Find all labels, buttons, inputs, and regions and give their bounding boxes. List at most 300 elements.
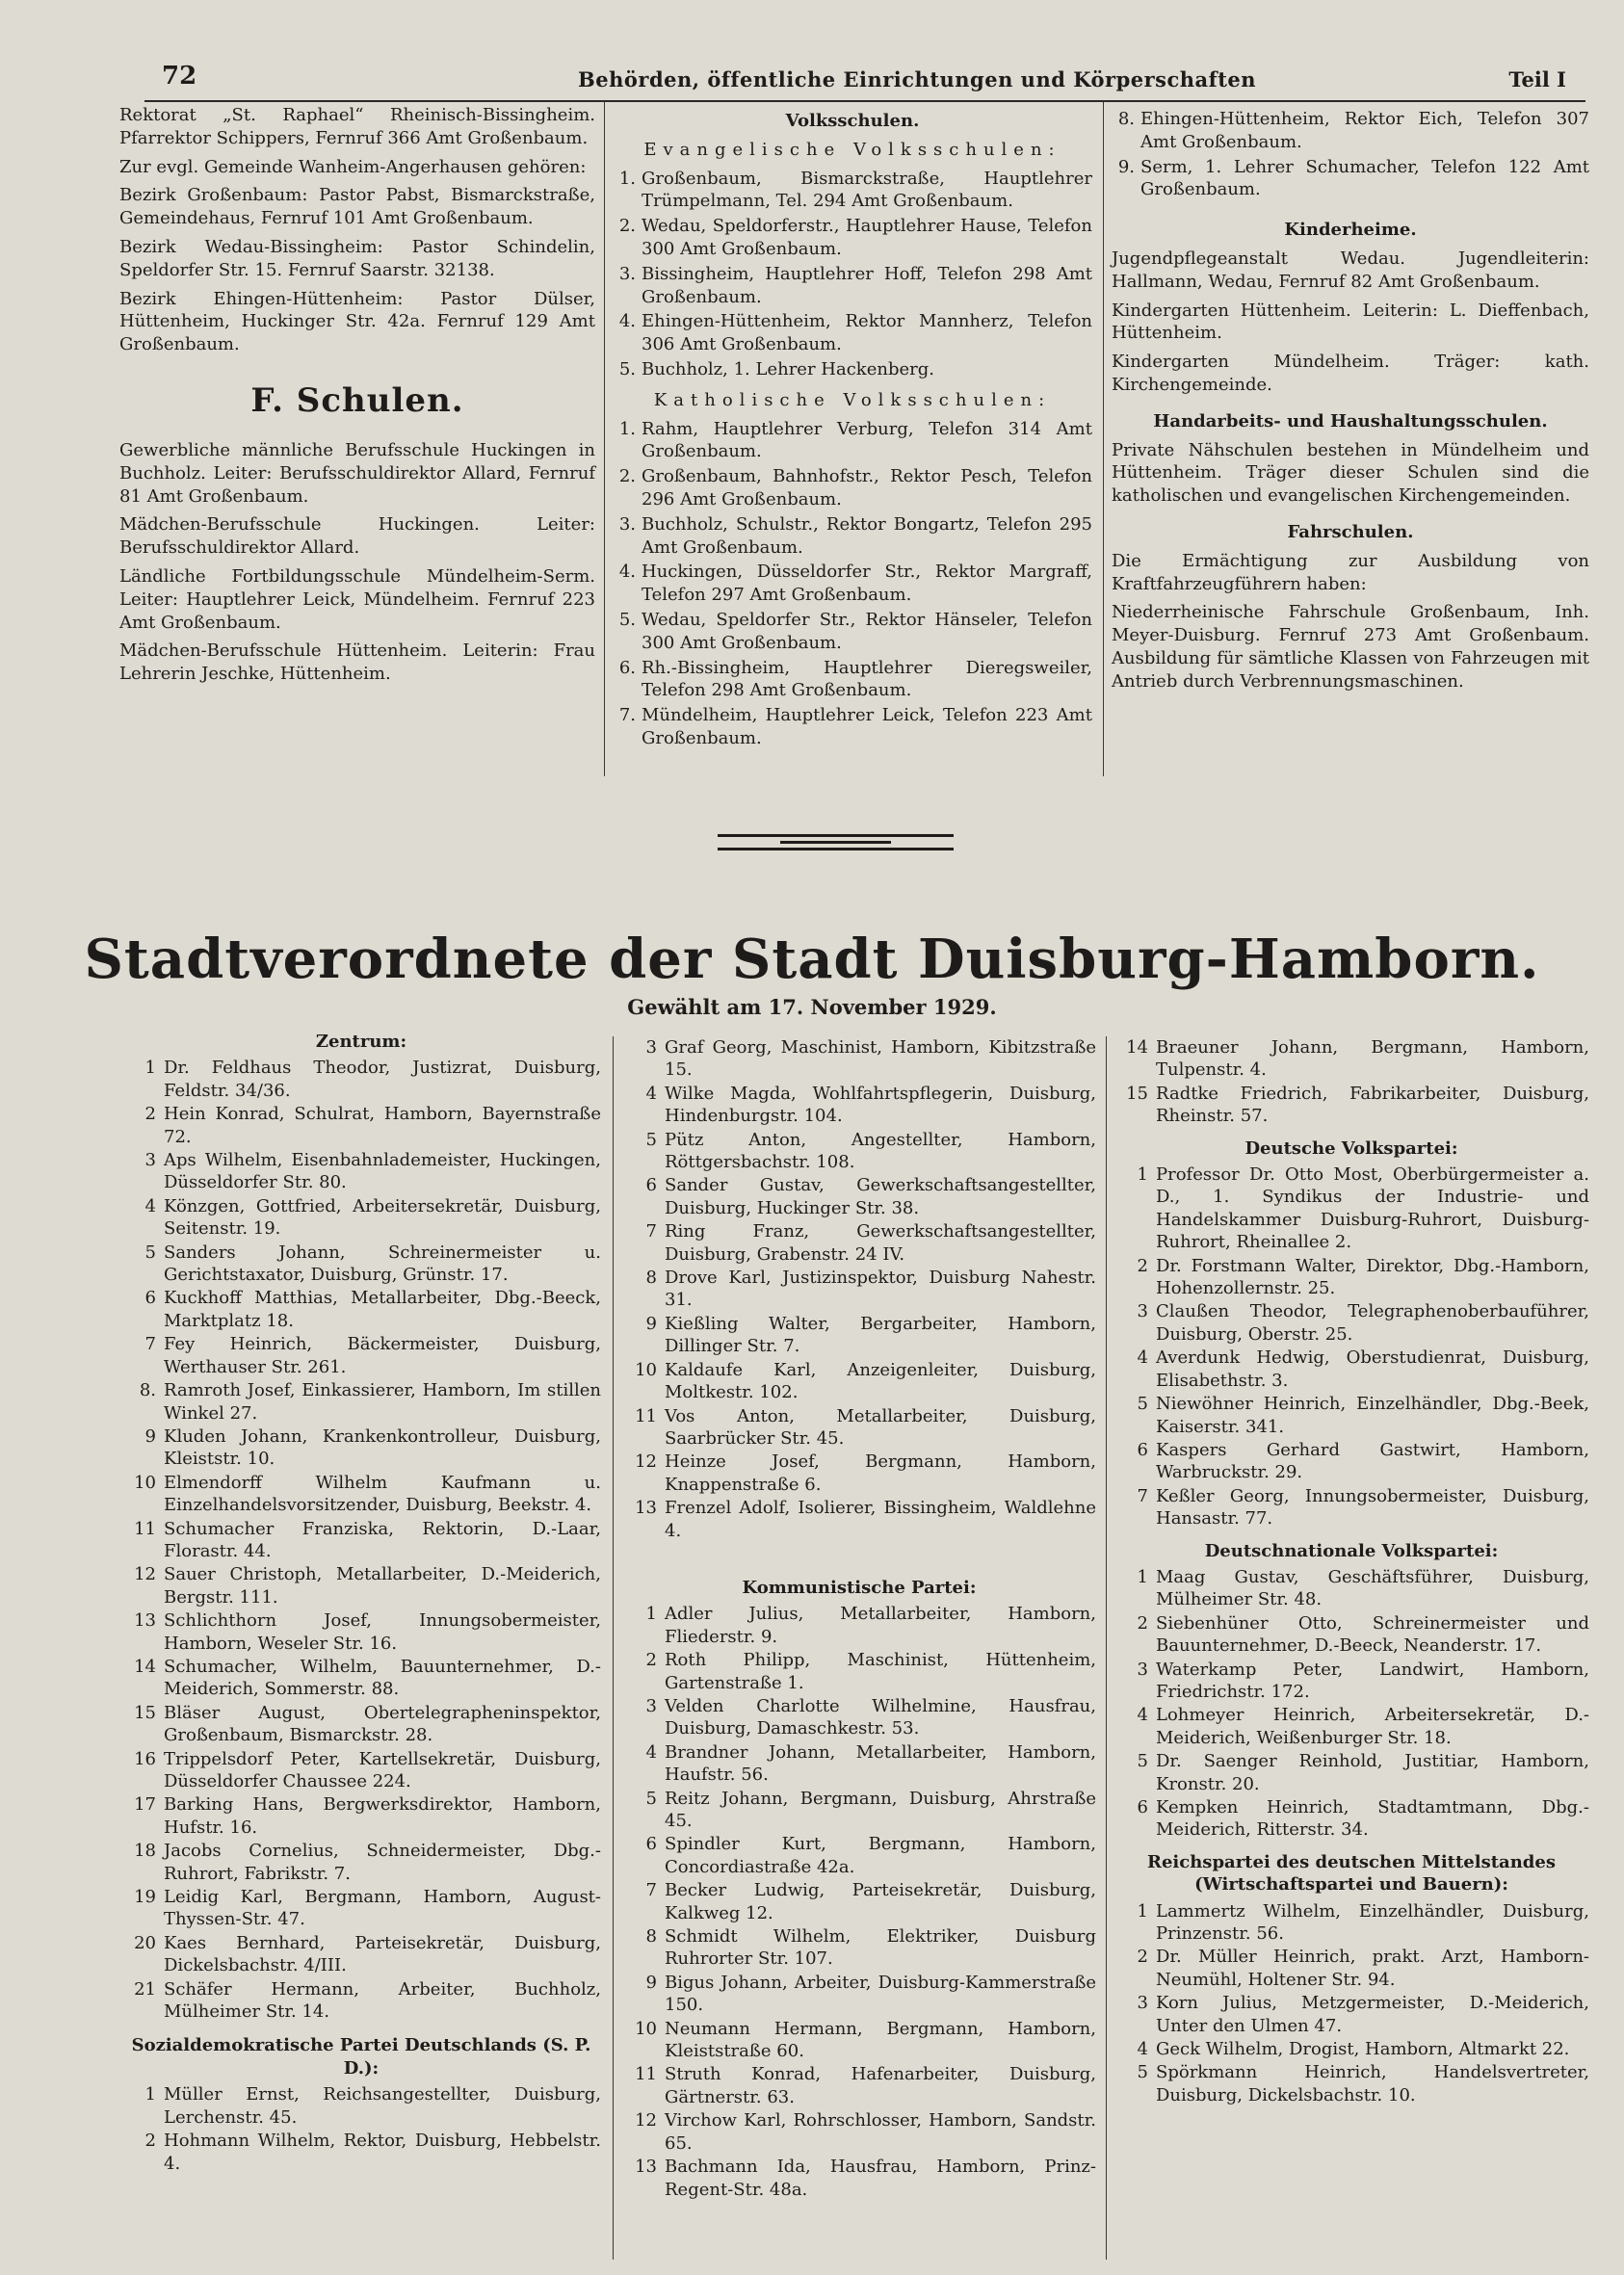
item-number: 3 — [144, 1150, 156, 1171]
item-number: 2 — [144, 2131, 156, 2152]
list-item — [121, 1149, 601, 1194]
item-text: Trippelsdorf Peter, Kartellsekretär, Duisburg, Düsseldorfer Chaussee 224. — [164, 1748, 601, 1791]
wirtschaftspartei-list — [1113, 1900, 1589, 2107]
item-number: 5 — [645, 1788, 657, 1809]
item-text: Jacobs Cornelius, Schneidermeister, Dbg.-Ruhrort, Fabrikstr. 7. — [164, 1841, 601, 1884]
column-rule — [1106, 1036, 1107, 2260]
item-text: Becker Ludwig, Parteisekretär, Duisburg, Kalkweg 12. — [665, 1880, 1096, 1923]
list-item — [622, 1649, 1096, 1694]
item-number: 7 — [1137, 1485, 1148, 1506]
list-item — [622, 1695, 1096, 1740]
item-text: Serm, 1. Lehrer Schumacher, Telefon 122 Amt Großenbaum. — [1140, 156, 1589, 200]
item-text: Sauer Christoph, Metallarbeiter, D.-Meiderich, Bergstr. 111. — [164, 1564, 601, 1608]
item-text: Lohmeyer Heinrich, Arbeitersekretär, D.-Meiderich, Weißenburger Str. 18. — [1156, 1705, 1589, 1748]
kpd-heading: Kommunistische Partei: — [742, 1577, 977, 1598]
evangelische-list — [613, 168, 1092, 381]
item-text: Großenbaum, Bismarckstraße, Hauptlehrer Trümpelmann, Tel. 294 Amt Großenbaum. — [642, 168, 1092, 212]
list-item — [613, 561, 1092, 607]
council-column-3 — [1113, 1036, 1589, 2114]
item-text: Drove Karl, Justizinspektor, Duisburg Nahestr. 31. — [665, 1268, 1096, 1311]
list-item — [622, 1129, 1096, 1174]
item-number: 13 — [635, 2157, 657, 2178]
item-number: 2 — [1137, 1947, 1148, 1968]
list-item — [613, 513, 1092, 560]
item-text: Rahm, Hauptlehrer Verburg, Telefon 314 Amt Großenbaum. — [642, 418, 1092, 462]
spd-list-part-3 — [1113, 1036, 1589, 1128]
item-text: Waterkamp Peter, Landwirt, Hamborn, Friedrichstr. 172. — [1156, 1659, 1589, 1702]
item-text: Reitz Johann, Bergmann, Duisburg, Ahrstraße 45. — [665, 1788, 1096, 1831]
item-text: Großenbaum, Bahnhofstr., Rektor Pesch, Telefon 296 Amt Großenbaum. — [642, 466, 1092, 510]
item-text: Bissingheim, Hauptlehrer Hoff, Telefon 298 Amt Großenbaum. — [642, 263, 1092, 307]
item-number: 5 — [1137, 1394, 1148, 1415]
list-item — [1113, 1659, 1589, 1704]
item-text: Roth Philipp, Maschinist, Hüttenheim, Gartenstraße 1. — [665, 1650, 1096, 1693]
item-text: Mündelheim, Hauptlehrer Leick, Telefon 223 Amt Großenbaum. — [642, 705, 1092, 748]
list-item — [613, 310, 1092, 356]
paragraph: Mädchen-Berufsschule Hüttenheim. Leiterin: Frau Lehrerin Jeschke, Hüttenheim. — [119, 641, 595, 685]
handarbeit-heading: Handarbeits- und Haushaltungsschulen. — [1153, 410, 1548, 431]
item-text: Niewöhner Heinrich, Einzelhändler, Dbg.-Beek, Kaiserstr. 341. — [1156, 1394, 1589, 1437]
item-text: Ehingen-Hüttenheim, Rektor Mannherz, Telefon 306 Amt Großenbaum. — [642, 311, 1092, 355]
item-text: Pütz Anton, Angestellter, Hamborn, Röttgersbachstr. 108. — [665, 1129, 1096, 1173]
item-text: Kuckhoff Matthias, Metallarbeiter, Dbg.-Beeck, Marktplatz 18. — [164, 1288, 601, 1331]
separator-rule — [718, 848, 954, 850]
column-rule — [1103, 102, 1104, 776]
item-number: 6. — [618, 657, 636, 678]
item-text: Siebenhüner Otto, Schreinermeister und Bauunternehmer, D.-Beeck, Neanderstr. 17. — [1156, 1612, 1589, 1657]
item-text: Schäfer Hermann, Arbeiter, Buchholz, Mülheimer Str. 14. — [164, 1978, 601, 2023]
item-number: 1 — [144, 1058, 156, 1079]
list-item — [622, 2018, 1096, 2063]
item-number: 3 — [1137, 1993, 1148, 2014]
list-item — [121, 1287, 601, 1332]
item-text: Leidig Karl, Bergmann, Hamborn, August-Thyssen-Str. 47. — [164, 1887, 601, 1930]
item-text: Spörkmann Heinrich, Handelsvertreter, Duisburg, Dickelsbachstr. 10. — [1156, 2062, 1589, 2105]
item-number: 1 — [1137, 1566, 1148, 1587]
list-item — [1113, 1796, 1589, 1842]
item-number: 7 — [144, 1334, 156, 1355]
item-number: 4 — [645, 1083, 657, 1104]
item-number: 1. — [618, 418, 636, 439]
section-heading-schools: F. Schulen. — [250, 380, 464, 420]
list-item — [1113, 1347, 1589, 1392]
item-text: Struth Konrad, Hafenarbeiter, Duisburg, Gärtnerstr. 63. — [665, 2064, 1096, 2107]
separator-rule — [718, 834, 954, 837]
item-text: Buchholz, Schulstr., Rektor Bongartz, Telefon 295 Amt Großenbaum. — [642, 513, 1092, 558]
list-item — [613, 215, 1092, 261]
item-text: Kießling Walter, Bergarbeiter, Hamborn, Dillinger Str. 7. — [665, 1313, 1096, 1357]
item-text: Frenzel Adolf, Isolierer, Bissingheim, Waldlehne 4. — [665, 1498, 1096, 1541]
church-paragraphs — [119, 104, 595, 356]
item-text: Hohmann Wilhelm, Rektor, Duisburg, Hebbelstr. 4. — [164, 2131, 601, 2174]
item-number: 2. — [618, 216, 636, 237]
item-text: Kaldaufe Karl, Anzeigenleiter, Duisburg, Moltkestr. 102. — [665, 1359, 1096, 1403]
list-item — [121, 1518, 601, 1563]
list-item — [613, 704, 1092, 750]
item-number: 2 — [645, 1650, 657, 1671]
item-number: 8. — [1117, 109, 1135, 129]
list-item — [1113, 1704, 1589, 1749]
item-text: Fey Heinrich, Bäckermeister, Duisburg, Werthauser Str. 261. — [164, 1334, 601, 1377]
handarbeit-paragraphs — [1112, 439, 1589, 508]
column-rule — [613, 1036, 614, 2260]
item-number: 3. — [618, 513, 636, 535]
spd-heading: Sozialdemokratische Partei Deutschlands (S. P. D.): — [131, 2035, 591, 2079]
paragraph: Private Nähschulen bestehen in Mündelheim und Hüttenheim. Träger dieser Schulen sind die katholischen und evangelischen Kirchengemeinden. — [1112, 439, 1589, 507]
list-item — [1113, 1255, 1589, 1300]
paragraph: Bezirk Wedau-Bissingheim: Pastor Schindelin, Speldorfer Str. 15. Fernruf Saarstr. 32138. — [119, 236, 595, 280]
item-text: Elmendorff Wilhelm Kaufmann u. Einzelhandelsvorsitzender, Duisburg, Beekstr. 4. — [164, 1472, 601, 1516]
list-item — [622, 1833, 1096, 1878]
spacer — [622, 1550, 1096, 1575]
item-number: 10 — [635, 2018, 657, 2039]
list-item — [613, 418, 1092, 464]
fahrschulen-paragraphs — [1112, 550, 1589, 693]
zentrum-list — [121, 1057, 601, 2023]
item-number: 6 — [144, 1288, 156, 1309]
paragraph: Die Ermächtigung zur Ausbildung von Kraftfahrzeugführern haben: — [1112, 550, 1589, 594]
list-item — [1113, 1485, 1589, 1530]
list-item — [1113, 1612, 1589, 1658]
item-text: Schlichthorn Josef, Innungsobermeister, Hamborn, Weseler Str. 16. — [164, 1610, 601, 1654]
item-number: 3 — [645, 1695, 657, 1716]
item-number: 6 — [645, 1834, 657, 1855]
item-number: 13 — [635, 1498, 657, 1519]
item-number: 16 — [134, 1748, 156, 1769]
item-text: Dr. Forstmann Walter, Direktor, Dbg.-Hamborn, Hohenzollernstr. 25. — [1156, 1255, 1589, 1299]
list-item — [1113, 2061, 1589, 2106]
list-item — [1113, 1900, 1589, 1946]
list-item — [121, 1978, 601, 2024]
list-item — [622, 1451, 1096, 1496]
item-text: Ramroth Josef, Einkassierer, Hamborn, Im stillen Winkel 27. — [164, 1380, 601, 1424]
list-item — [1113, 1566, 1589, 1611]
item-number: 4. — [618, 311, 636, 332]
list-item — [622, 1359, 1096, 1404]
paragraph: Gewerbliche männliche Berufsschule Huckingen in Buchholz. Leiter: Berufsschuldirektor Allard, Fernruf 81 Amt Großenbaum. — [119, 439, 595, 507]
list-item — [622, 2156, 1096, 2201]
item-text: Maag Gustav, Geschäftsführer, Duisburg, Mülheimer Str. 48. — [1156, 1566, 1589, 1610]
item-number: 17 — [134, 1794, 156, 1816]
zentrum-heading: Zentrum: — [315, 1032, 407, 1052]
item-text: Bachmann Ida, Hausfrau, Hamborn, Prinz-Regent-Str. 48a. — [665, 2157, 1096, 2200]
item-number: 9 — [144, 1425, 156, 1447]
dnvp-heading: Deutschnationale Volkspartei: — [1204, 1540, 1499, 1561]
item-number: 9. — [1117, 156, 1135, 177]
list-item — [121, 1563, 601, 1608]
evangelische-heading: Evangelische Volksschulen: — [643, 139, 1061, 160]
list-item — [622, 1879, 1096, 1924]
item-number: 4 — [1137, 1705, 1148, 1726]
part-label: Teil I — [1508, 67, 1566, 92]
item-number: 11 — [134, 1518, 156, 1539]
item-text: Schmidt Wilhelm, Elektriker, Duisburg Ruhrorter Str. 107. — [665, 1926, 1096, 1970]
list-item — [622, 1497, 1096, 1542]
kinderheime-heading: Kinderheime. — [1284, 220, 1417, 241]
item-number: 7 — [645, 1880, 657, 1901]
schools-paragraphs — [119, 439, 595, 686]
item-number: 8 — [645, 1926, 657, 1948]
list-item — [121, 1656, 601, 1701]
paragraph: Bezirk Großenbaum: Pastor Pabst, Bismarckstraße, Gemeindehaus, Fernruf 101 Amt Großenbaum. — [119, 185, 595, 229]
item-number: 11 — [635, 1405, 657, 1426]
list-item — [613, 168, 1092, 214]
item-text: Adler Julius, Metallarbeiter, Hamborn, Fliederstr. 9. — [665, 1604, 1096, 1647]
list-item — [613, 263, 1092, 309]
item-number: 3 — [1137, 1659, 1148, 1680]
item-number: 8. — [139, 1380, 156, 1401]
item-number: 6 — [645, 1175, 657, 1196]
volksschulen-heading: Volksschulen. — [785, 111, 920, 131]
item-text: Radtke Friedrich, Fabrikarbeiter, Duisburg, Rheinstr. 57. — [1156, 1083, 1589, 1127]
column-rule — [604, 102, 605, 776]
list-item — [121, 1609, 601, 1655]
item-text: Dr. Saenger Reinhold, Justitiar, Hamborn, Kronstr. 20. — [1156, 1751, 1589, 1794]
katholische-list — [613, 418, 1092, 750]
item-number: 5 — [1137, 2062, 1148, 2083]
list-item — [1113, 1439, 1589, 1484]
list-item — [121, 1103, 601, 1148]
council-column-2 — [622, 1036, 1096, 2209]
item-text: Geck Wilhelm, Drogist, Hamborn, Altmarkt 22. — [1156, 2039, 1570, 2060]
item-number: 4. — [618, 562, 636, 583]
list-item — [1113, 1946, 1589, 1991]
dvp-heading: Deutsche Volkspartei: — [1244, 1138, 1458, 1159]
item-text: Kluden Johann, Krankenkontrolleur, Duisburg, Kleiststr. 10. — [164, 1425, 601, 1470]
paragraph: Zur evgl. Gemeinde Wanheim-Angerhausen gehören: — [119, 156, 587, 177]
list-item — [622, 2109, 1096, 2155]
paragraph: Kindergarten Mündelheim. Träger: kath. Kirchengemeinde. — [1112, 352, 1589, 395]
item-number: 5 — [645, 1129, 657, 1150]
item-number: 10 — [635, 1359, 657, 1380]
list-item — [1112, 108, 1589, 154]
dvp-list — [1113, 1164, 1589, 1530]
item-text: Dr. Feldhaus Theodor, Justizrat, Duisburg, Feldstr. 34/36. — [164, 1058, 601, 1101]
item-text: Spindler Kurt, Bergmann, Hamborn, Concordiastraße 42a. — [665, 1834, 1096, 1877]
item-text: Dr. Müller Heinrich, prakt. Arzt, Hamborn-Neumühl, Holtener Str. 94. — [1156, 1947, 1589, 1990]
item-number: 18 — [134, 1841, 156, 1862]
item-number: 15 — [134, 1702, 156, 1723]
list-item — [1113, 1083, 1589, 1128]
item-number: 7 — [645, 1221, 657, 1242]
item-number: 5. — [618, 609, 636, 630]
list-item — [622, 2063, 1096, 2108]
item-number: 2 — [1137, 1612, 1148, 1634]
list-item — [121, 1195, 601, 1241]
item-number: 21 — [134, 1978, 156, 2000]
item-text: Sanders Johann, Schreinermeister u. Gerichtstaxator, Duisburg, Grünstr. 17. — [164, 1242, 601, 1286]
item-number: 9 — [645, 1972, 657, 1993]
list-item — [121, 1425, 601, 1471]
wirtschaftspartei-heading: Reichspartei des deutschen Mittelstandes (Wirtschaftspartei und Bauern): — [1147, 1851, 1556, 1896]
top-column-2 — [613, 106, 1092, 758]
list-item — [622, 1313, 1096, 1358]
list-item — [121, 2130, 601, 2175]
page-number: 72 — [162, 62, 197, 91]
item-number: 3. — [618, 263, 636, 284]
katholische-list-continued — [1112, 108, 1589, 201]
list-item — [1113, 1750, 1589, 1795]
list-item — [622, 1036, 1096, 1082]
item-text: Schumacher Franziska, Rektorin, D.-Laar, Florastr. 44. — [164, 1518, 601, 1561]
item-text: Ehingen-Hüttenheim, Rektor Eich, Telefon 307 Amt Großenbaum. — [1140, 109, 1589, 152]
item-number: 19 — [134, 1887, 156, 1908]
item-number: 1. — [618, 168, 636, 189]
list-item — [622, 1972, 1096, 2017]
list-item — [613, 609, 1092, 655]
list-item — [121, 1793, 601, 1839]
item-number: 14 — [1126, 1037, 1148, 1058]
item-number: 5 — [144, 1242, 156, 1263]
item-text: Claußen Theodor, Telegraphenoberbauführer, Duisburg, Oberstr. 25. — [1156, 1301, 1589, 1345]
katholische-heading: Katholische Volksschulen: — [653, 389, 1052, 410]
list-item — [121, 1748, 601, 1793]
list-item — [622, 1925, 1096, 1971]
item-text: Huckingen, Düsseldorfer Str., Rektor Margraff, Telefon 297 Amt Großenbaum. — [642, 562, 1092, 606]
item-text: Barking Hans, Bergwerksdirektor, Hamborn, Hufstr. 16. — [164, 1794, 601, 1838]
item-number: 3 — [1137, 1301, 1148, 1322]
item-text: Virchow Karl, Rohrschlosser, Hamborn, Sandstr. 65. — [665, 2110, 1096, 2154]
top-column-1 — [119, 104, 595, 692]
council-title: Stadtverordnete der Stadt Duisburg-Hamborn. — [84, 928, 1540, 991]
item-number: 2. — [618, 466, 636, 487]
paragraph: Ländliche Fortbildungsschule Mündelheim-Serm. Leiter: Hauptlehrer Leick, Mündelheim. Fernruf 223 Amt Großenbaum. — [119, 565, 595, 633]
list-item — [613, 465, 1092, 511]
item-text: Braeuner Johann, Bergmann, Hamborn, Tulpenstr. 4. — [1156, 1037, 1589, 1081]
list-item — [121, 1242, 601, 1287]
paragraph: Kindergarten Hüttenheim. Leiterin: L. Dieffenbach, Hüttenheim. — [1112, 300, 1589, 344]
council-subtitle: Gewählt am 17. November 1929. — [627, 995, 997, 1019]
item-number: 13 — [134, 1610, 156, 1632]
item-number: 1 — [1137, 1164, 1148, 1186]
running-title: Behörden, öffentliche Einrichtungen und Körperschaften — [578, 67, 1257, 92]
item-number: 6 — [1137, 1439, 1148, 1460]
running-header — [144, 62, 1585, 102]
item-text: Vos Anton, Metallarbeiter, Duisburg, Saarbrücker Str. 45. — [665, 1405, 1096, 1449]
item-text: Ring Franz, Gewerkschaftsangestellter, Duisburg, Grabenstr. 24 IV. — [665, 1221, 1096, 1265]
list-item — [613, 358, 1092, 381]
item-number: 12 — [134, 1564, 156, 1585]
list-item — [1113, 2038, 1589, 2060]
item-number: 12 — [635, 2110, 657, 2131]
kpd-list — [622, 1603, 1096, 2201]
item-text: Brandner Johann, Metallarbeiter, Hamborn, Haufstr. 56. — [665, 1741, 1096, 1786]
item-number: 4 — [144, 1195, 156, 1216]
item-number: 4 — [645, 1741, 657, 1763]
item-text: Keßler Georg, Innungsobermeister, Duisburg, Hansastr. 77. — [1156, 1485, 1589, 1530]
item-text: Hein Konrad, Schulrat, Hamborn, Bayernstraße 72. — [164, 1104, 601, 1147]
list-item — [622, 1788, 1096, 1833]
item-number: 4 — [1137, 2039, 1148, 2060]
item-text: Wedau, Speldorferstr., Hauptlehrer Hause, Telefon 300 Amt Großenbaum. — [642, 216, 1092, 259]
paragraph: Rektorat „St. Raphael“ Rheinisch-Bissingheim. Pfarrektor Schippers, Fernruf 366 Amt Großenbaum. — [119, 105, 595, 148]
list-item — [1113, 1036, 1589, 1082]
item-text: Bläser August, Obertelegrapheninspektor, Großenbaum, Bismarckstr. 28. — [164, 1702, 601, 1746]
item-text: Wedau, Speldorfer Str., Rektor Hänseler, Telefon 300 Amt Großenbaum. — [642, 609, 1092, 653]
item-number: 5. — [618, 358, 636, 379]
list-item — [1112, 156, 1589, 202]
list-item — [622, 1174, 1096, 1219]
item-number: 3 — [645, 1037, 657, 1058]
list-item — [121, 2083, 601, 2129]
item-text: Lammertz Wilhelm, Einzelhändler, Duisburg, Prinzenstr. 56. — [1156, 1900, 1589, 1945]
paragraph: Jugendpflegeanstalt Wedau. Jugendleiterin: Hallmann, Wedau, Fernruf 82 Amt Großenbaum. — [1112, 248, 1589, 292]
list-item — [121, 1702, 601, 1747]
item-number: 8 — [645, 1268, 657, 1289]
item-text: Heinze Josef, Bergmann, Hamborn, Knappenstraße 6. — [665, 1451, 1096, 1495]
item-text: Bigus Johann, Arbeiter, Duisburg-Kammerstraße 150. — [665, 1972, 1096, 2016]
list-item — [622, 1405, 1096, 1451]
item-number: 1 — [144, 2084, 156, 2105]
council-column-1 — [121, 1029, 601, 2183]
item-text: Schumacher, Wilhelm, Bauunternehmer, D.-Meiderich, Sommerstr. 88. — [164, 1656, 601, 1700]
item-text: Graf Georg, Maschinist, Hamborn, Kibitzstraße 15. — [665, 1037, 1096, 1081]
item-text: Könzgen, Gottfried, Arbeitersekretär, Duisburg, Seitenstr. 19. — [164, 1195, 601, 1240]
list-item — [121, 1932, 601, 1977]
list-item — [1113, 1164, 1589, 1254]
item-number: 2 — [1137, 1255, 1148, 1276]
item-number: 9 — [645, 1313, 657, 1334]
item-number: 15 — [1126, 1083, 1148, 1104]
item-number: 10 — [134, 1472, 156, 1493]
item-text: Kaspers Gerhard Gastwirt, Hamborn, Warbruckstr. 29. — [1156, 1439, 1589, 1483]
list-item — [121, 1379, 601, 1425]
item-text: Müller Ernst, Reichsangestellter, Duisburg, Lerchenstr. 45. — [164, 2084, 601, 2128]
item-number: 11 — [635, 2064, 657, 2085]
item-number: 20 — [134, 1932, 156, 1953]
list-item — [121, 1057, 601, 1102]
item-text: Aps Wilhelm, Eisenbahnlademeister, Huckingen, Düsseldorfer Str. 80. — [164, 1150, 601, 1193]
list-item — [622, 1603, 1096, 1648]
list-item — [121, 1472, 601, 1517]
item-text: Neumann Hermann, Bergmann, Hamborn, Kleiststraße 60. — [665, 2018, 1096, 2062]
item-text: Rh.-Bissingheim, Hauptlehrer Dieregsweiler, Telefon 298 Amt Großenbaum. — [642, 657, 1092, 701]
spd-list-part-1 — [121, 2083, 601, 2175]
paragraph: Bezirk Ehingen-Hüttenheim: Pastor Dülser, Hüttenheim, Huckinger Str. 42a. Fernruf 129 Amt Großenbaum. — [119, 288, 595, 355]
top-column-3 — [1112, 108, 1589, 699]
item-number: 7. — [618, 705, 636, 726]
list-item — [622, 1220, 1096, 1266]
list-item — [622, 1083, 1096, 1128]
separator-rule — [780, 841, 891, 844]
list-item — [622, 1741, 1096, 1787]
list-item — [121, 1333, 601, 1378]
paragraph: Mädchen-Berufsschule Huckingen. Leiter: Berufsschuldirektor Allard. — [119, 514, 595, 559]
kinderheime-paragraphs — [1112, 248, 1589, 397]
dnvp-list — [1113, 1566, 1589, 1842]
item-number: 2 — [144, 1104, 156, 1125]
item-text: Kaes Bernhard, Parteisekretär, Duisburg, Dickelsbachstr. 4/III. — [164, 1932, 601, 1976]
paragraph: Niederrheinische Fahrschule Großenbaum, Inh. Meyer-Duisburg. Fernruf 273 Amt Großenbaum. Ausbildung für sämtliche Klassen von Fahrzeugen mit Antrieb durch Verbrennungsmaschinen. — [1112, 602, 1589, 692]
item-text: Buchholz, 1. Lehrer Hackenberg. — [642, 358, 934, 379]
item-number: 5 — [1137, 1751, 1148, 1772]
item-number: 14 — [134, 1656, 156, 1677]
item-text: Averdunk Hedwig, Oberstudienrat, Duisburg, Elisabethstr. 3. — [1156, 1347, 1589, 1391]
spd-list-part-2 — [622, 1036, 1096, 1542]
item-text: Wilke Magda, Wohlfahrtspflegerin, Duisburg, Hindenburgstr. 104. — [665, 1083, 1096, 1127]
item-text: Professor Dr. Otto Most, Oberbürgermeister a. D., 1. Syndikus der Industrie- und Handelskammer Duisburg-Ruhrort, Duisburg-Ruhrort, Rheinallee 2. — [1156, 1164, 1589, 1253]
item-number: 12 — [635, 1451, 657, 1473]
list-item — [1113, 1992, 1589, 2037]
item-text: Sander Gustav, Gewerkschaftsangestellter, Duisburg, Huckinger Str. 38. — [665, 1175, 1096, 1218]
item-number: 1 — [1137, 1900, 1148, 1922]
list-item — [121, 1840, 601, 1885]
item-number: 6 — [1137, 1797, 1148, 1817]
list-item — [1113, 1393, 1589, 1438]
list-item — [1113, 1300, 1589, 1346]
item-number: 1 — [645, 1604, 657, 1625]
item-number: 4 — [1137, 1347, 1148, 1369]
